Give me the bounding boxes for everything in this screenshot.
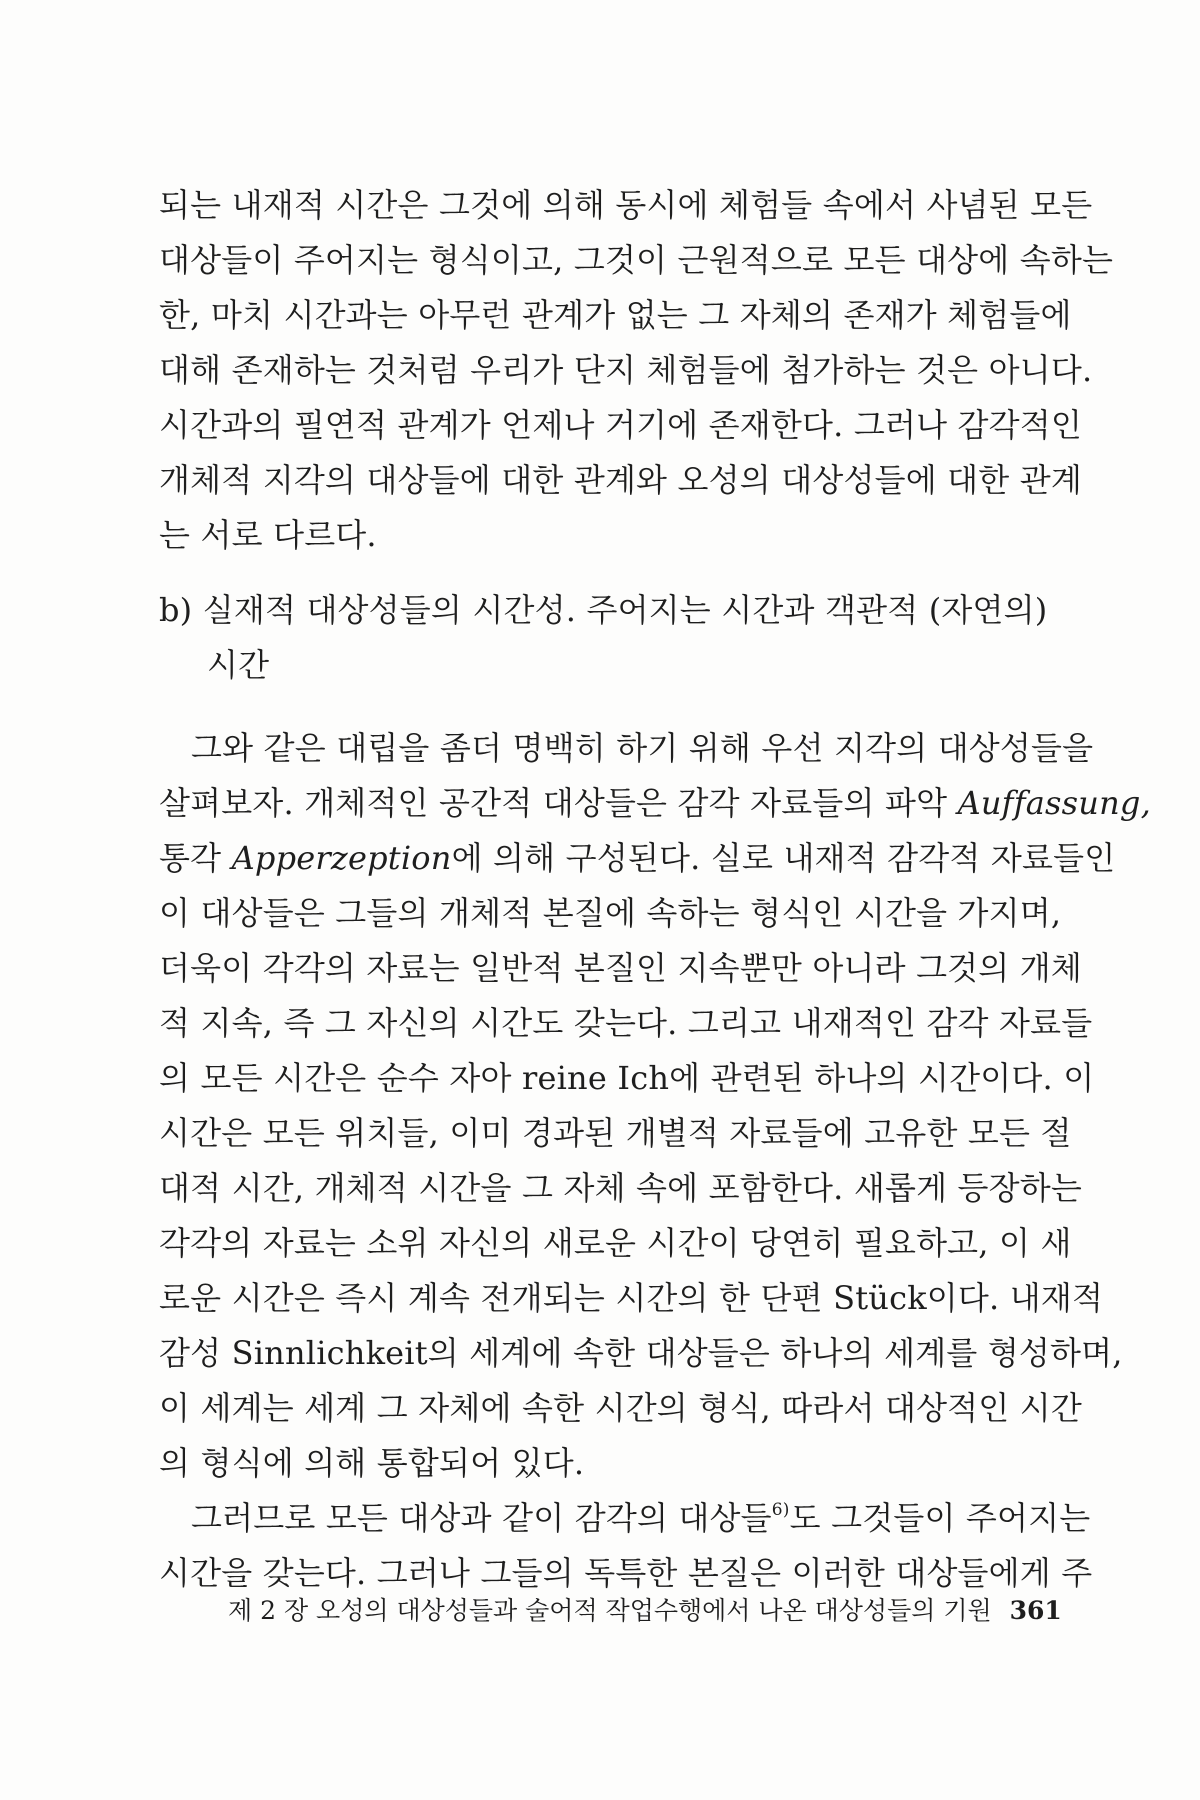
text-line: 그와 같은 대립을 좀더 명백히 하기 위해 우선 지각의 대상성들을	[191, 729, 1094, 767]
foreign-term: Auffassung,	[957, 784, 1151, 822]
paragraph-1	[159, 178, 1114, 563]
text-line: 개체적 지각의 대상들에 대한 관계와 오성의 대상성들에 대한 관계	[159, 461, 1083, 499]
text-line: 더욱이 각각의 자료는 일반적 본질인 지속뿐만 아니라 그것의 개체	[159, 949, 1083, 987]
text-line: 각각의 자료는 소위 자신의 새로운 시간이 당연히 필요하고, 이 새	[159, 1224, 1072, 1262]
paragraph-2	[159, 721, 1151, 1601]
text-line: 한, 마치 시간과는 아무런 관계가 없는 그 자체의 존재가 체험들에	[159, 296, 1072, 334]
text-line: 로운 시간은 즉시 계속 전개되는 시간의 한 단편 Stück이다. 내재적	[159, 1279, 1104, 1317]
text-line: 시간과의 필연적 관계가 언제나 거기에 존재한다. 그러나 감각적인	[159, 406, 1083, 444]
text-line: 의 모든 시간은 순수 자아 reine Ich에 관련된 하나의 시간이다. 이	[159, 1059, 1095, 1097]
text-line: 대해 존재하는 것처럼 우리가 단지 체험들에 첨가하는 것은 아니다.	[159, 351, 1093, 389]
text-line: 되는 내재적 시간은 그것에 의해 동시에 체험들 속에서 사념된 모든	[159, 186, 1093, 224]
section-heading	[159, 583, 1048, 693]
text-line: 이 대상들은 그들의 개체적 본질에 속하는 형식인 시간을 가지며,	[159, 894, 1062, 932]
text-run: 도 그것들이 주어지는	[789, 1499, 1091, 1537]
chapter-title: 제 2 장 오성의 대상성들과 술어적 작업수행에서 나온 대상성들의 기원	[228, 1596, 992, 1625]
heading-line: b) 실재적 대상성들의 시간성. 주어지는 시간과 객관적 (자연의)	[159, 591, 1048, 629]
text-line	[159, 1491, 1091, 1546]
text-line	[159, 776, 1151, 831]
text-line: 의 형식에 의해 통합되어 있다.	[159, 1444, 585, 1482]
text-line: 시간은 모든 위치들, 이미 경과된 개별적 자료들에 고유한 모든 절	[159, 1114, 1072, 1152]
page-footer	[228, 1593, 1062, 1629]
text-line: 적 지속, 즉 그 자신의 시간도 갖는다. 그리고 내재적인 감각 자료들	[159, 1004, 1093, 1042]
text-line: 대적 시간, 개체적 시간을 그 자체 속에 포함한다. 새롭게 등장하는	[159, 1169, 1083, 1207]
text-line: 는 서로 다르다.	[159, 516, 377, 554]
heading-line: 시간	[207, 646, 270, 684]
text-run: 에 의해 구성된다. 실로 내재적 감각적 자료들인	[451, 839, 1116, 877]
text-line: 감성 Sinnlichkeit의 세계에 속한 대상들은 하나의 세계를 형성하며,	[159, 1334, 1123, 1372]
page-number: 361	[1009, 1596, 1062, 1625]
text-run: 그러므로 모든 대상과 같이 감각의 대상들	[191, 1499, 772, 1537]
text-line: 대상들이 주어지는 형식이고, 그것이 근원적으로 모든 대상에 속하는	[159, 241, 1114, 279]
text-line: 이 세계는 세계 그 자체에 속한 시간의 형식, 따라서 대상적인 시간	[159, 1389, 1083, 1427]
foreign-term: Apperzeption	[231, 839, 452, 877]
footnote-ref[interactable]: 6)	[771, 1500, 790, 1520]
text-run: 통각	[159, 839, 222, 877]
text-line: 시간을 갖는다. 그러나 그들의 독특한 본질은 이러한 대상들에게 주	[159, 1554, 1093, 1592]
text-line	[159, 831, 1116, 886]
text-run: 살펴보자. 개체적인 공간적 대상들은 감각 자료들의 파악	[159, 784, 948, 822]
